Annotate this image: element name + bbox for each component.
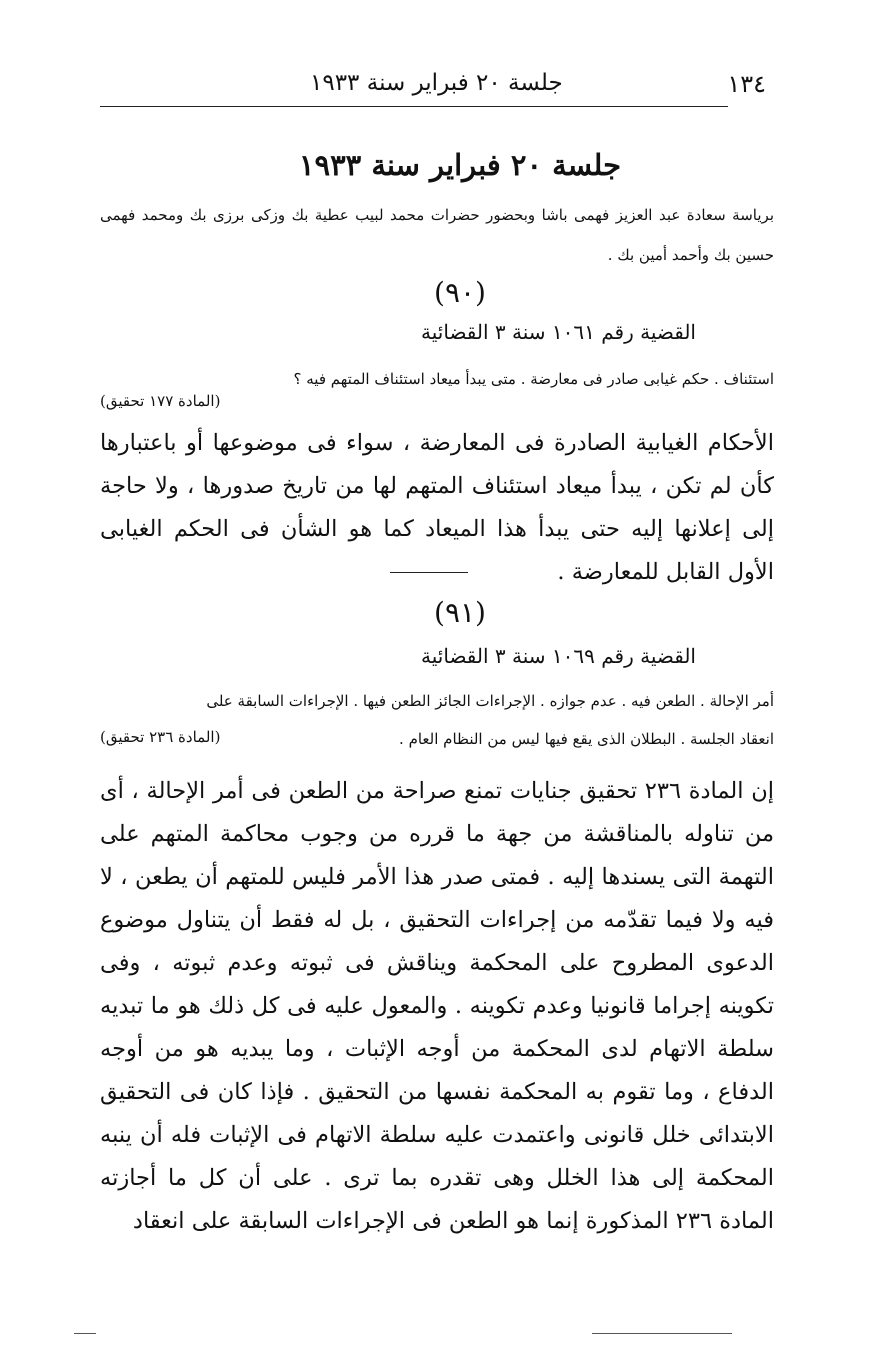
page-number: ١٣٤ [727,70,766,98]
running-head [100,70,766,104]
case-keywords-continued: انعقاد الجلسة . البطلان الذى يقع فيها ليس من النظام العام . [399,730,774,748]
case-keywords: استئناف . حكم غيابى صادر فى معارضة . متى يبدأ ميعاد استئناف المتهم فيه ؟ [293,370,774,388]
footer-rule-right [592,1333,732,1334]
case-keywords: أمر الإحالة . الطعن فيه . عدم جوازه . الإجراءات الجائز الطعن فيها . الإجراءات السابقة على [206,692,774,710]
header-rule [100,106,728,107]
case-body-paragraph: إن المادة ٢٣٦ تحقيق جنايات تمنع صراحة من الطعن فى أمر الإحالة ، أى من تناوله بالمناقشة من جهة ما قرره من وجوب محاكمة المتهم على التهمة التى يسندها إليه . فمتى صدر هذا الأمر فليس للمتهم أن يطعن ، لا فيه ولا فيما تقدّمه من إجراءات التحقيق ، بل له فقط أن يتناول موضوع الدعوى المطروح على المحكمة ويناقش فى ثبوته وعدم ثبوته ، وفى تكوينه إجراما قانونيا وعدم تكوينه . والمعول عليه فى كل ذلك هو ما تبديه سلطة الاتهام لدى المحكمة من أوجه الإثبات ، وما يبديه هو من أوجه الدفاع ، وما تقوم به المحكمة نفسها من التحقيق . فإذا كان فى التحقيق الابتدائى خلل قانونى واعتمدت عليه سلطة الاتهام فى الإثبات فله أن ينبه المحكمة إلى هذا الخلل وهى تقدره بما ترى . على أن كل ما أجازته المادة ٢٣٦ المذكورة إنما هو الطعن فى الإجراءات السابقة على انعقاد [100,778,774,1234]
footer-rule-left [74,1333,96,1334]
case-reference: القضية رقم ١٠٦١ سنة ٣ القضائية [421,320,696,344]
running-title: جلسة ٢٠ فبراير سنة ١٩٣٣ [310,70,563,96]
case-number: (٩٠) [434,276,486,309]
case-number: (٩١) [434,596,486,629]
session-title: جلسة ٢٠ فبراير سنة ١٩٣٣ [298,148,622,182]
case-body [100,422,774,594]
case-body [100,770,774,1243]
case-reference: القضية رقم ١٠٦٩ سنة ٣ القضائية [421,644,696,668]
case-body-paragraph: الأحكام الغيابية الصادرة فى المعارضة ، سواء فى موضوعها أو باعتبارها كأن لم تكن ، يبدأ ميعاد استئناف المتهم لها من تاريخ صدورها ، ولا حاجة إلى إعلانها إليه حتى يبدأ هذا الميعاد كما هو الشأن فى الحكم الغيابى الأول القابل للمعارضة . [100,430,774,585]
presidency-line: برياسة سعادة عبد العزيز فهمى باشا وبحضور حضرات محمد لبيب عطية بك وزكى برزى بك ومحمد فهمى حسين بك وأحمد أمين بك . [100,206,774,264]
section-divider [390,572,468,573]
article-reference: (المادة ٢٣٦ تحقيق) [100,728,221,746]
article-reference: (المادة ١٧٧ تحقيق) [100,392,221,410]
